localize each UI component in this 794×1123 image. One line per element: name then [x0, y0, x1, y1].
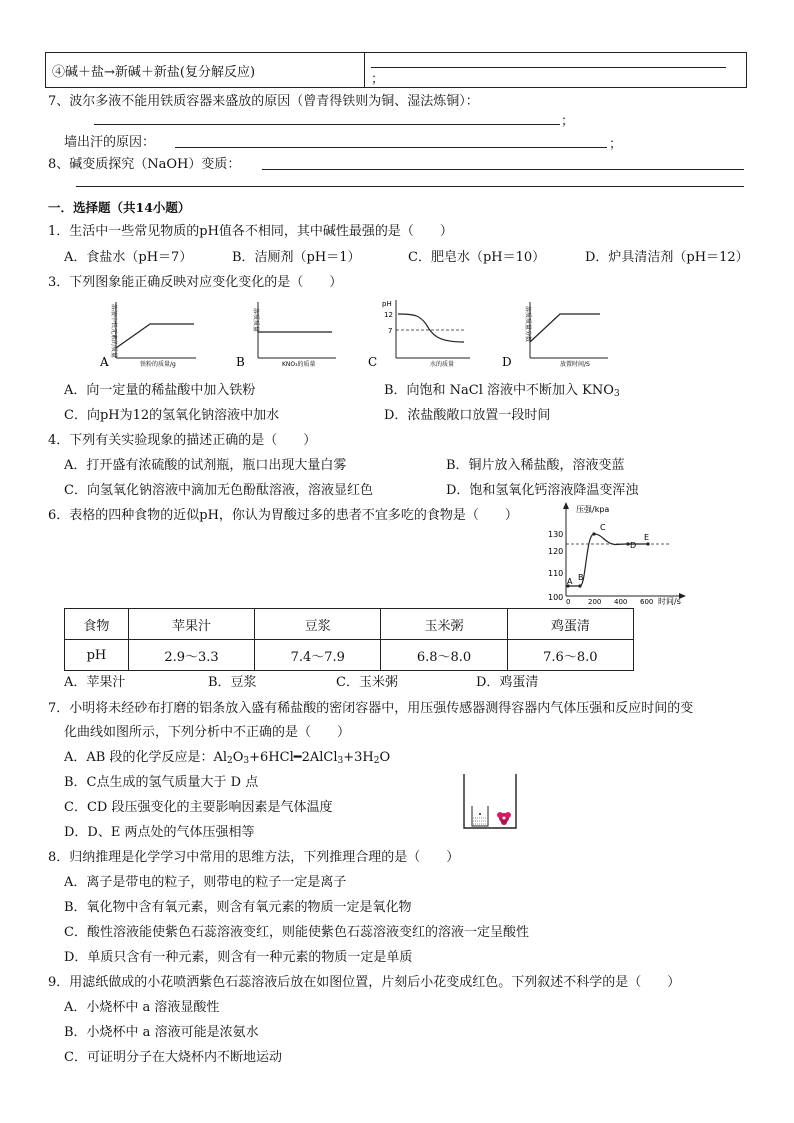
table-header-row [65, 609, 634, 640]
q6-option-a: A．苹果汁 [64, 675, 126, 690]
pressure-ytick-120: 120 [548, 547, 564, 556]
table-header-cell: 鸡蛋清 [507, 609, 633, 640]
q6-option-c: C．玉米粥 [336, 675, 398, 690]
table-cell: pH [65, 640, 129, 671]
chart-a-letter: A [100, 355, 109, 369]
q6-option-b: B．豆浆 [208, 675, 257, 690]
q8-option-a: A．离子是带电的粒子，则带电的粒子一定是离子 [64, 875, 347, 890]
pressure-chart [544, 500, 694, 608]
q3-option-a: A．向一定量的稀盐酸中加入铁粉 [64, 383, 256, 398]
q4-option-d: D．饱和氢氧化钙溶液降温变浑浊 [446, 483, 639, 498]
pressure-ytick-100: 100 [548, 593, 564, 602]
fill-q7-end2: ； [609, 137, 623, 152]
q9-stem: 9．用滤纸做成的小花喷洒紫色石蕊溶液后放在如图位置，片刻后小花变成红色。下列叙述不科学的是（ ） [48, 975, 681, 990]
fill-q7-text: 7、波尔多液不能用铁质容器来盛放的原因（曾青得铁则为铜、湿法炼铜）： [48, 94, 479, 109]
q1-stem: 1．生活中一些常见物质的pH值各不相同，其中碱性最强的是（ ） [48, 224, 453, 239]
pressure-xtick-200: 200 [588, 598, 602, 606]
pressure-ytick-130: 130 [548, 530, 564, 539]
chart-c-y12: 12 [384, 311, 393, 319]
q9-option-c: C．可证明分子在大烧杯内不断地运动 [64, 1050, 282, 1065]
q3-chart-c [364, 296, 474, 370]
pressure-ylabel: 压强/kpa [576, 505, 610, 514]
chart-b-letter: B [236, 355, 245, 369]
pressure-point-b: B [578, 573, 584, 582]
chart-d-letter: D [502, 355, 512, 369]
q8-stem: 8．归纳推理是化学学习中常用的思维方法，下列推理合理的是（ ） [48, 850, 460, 865]
fill-q7-line2 [175, 147, 607, 148]
chart-d-xlabel: 放置时间/S [560, 361, 590, 368]
q4-option-c: C．向氢氧化钠溶液中滴加无色酚酞溶液，溶液显红色 [64, 483, 373, 498]
chart-c-y7: 7 [388, 327, 393, 335]
q3-chart-d [500, 298, 612, 370]
chart-b-xlabel: KNO₃的质量 [282, 361, 316, 368]
top-table-answer-cell [365, 53, 747, 88]
pressure-ytick-110: 110 [548, 569, 564, 578]
pressure-point-d: D [630, 541, 637, 550]
pressure-xtick-600: 600 [640, 598, 654, 606]
q3-chart-a [90, 298, 200, 370]
q3-option-d: D．浓盐酸敞口放置一段时间 [384, 408, 551, 423]
table-header-cell: 豆浆 [255, 609, 381, 640]
q7-stem-line1: 7．小明将未经砂布打磨的铝条放入盛有稀盐酸的密闭容器中，用压强传感器测得容器内气体压强和反应时间的变 [48, 701, 694, 716]
chart-c-ylabel: pH [382, 300, 392, 308]
chart-c-letter: C [368, 355, 378, 369]
flower-icon [497, 812, 511, 825]
table-cell: 7.6～8.0 [507, 640, 633, 671]
q4-stem: 4．下列有关实验现象的描述正确的是（ ） [48, 433, 317, 448]
section-heading: 一．选择题（共14小题） [48, 200, 191, 215]
fill-q7-end: ； [561, 114, 575, 129]
pressure-point-e: E [644, 533, 650, 542]
pressure-point-a: A [567, 577, 573, 586]
q3-stem: 3．下列图象能正确反映对应变化变化的是（ ） [48, 275, 343, 290]
q3-option-c: C．向pH为12的氢氧化钠溶液中加水 [64, 408, 280, 423]
q4-option-b: B．铜片放入稀盐酸，溶液变蓝 [446, 458, 625, 473]
table-header-cell: 食物 [65, 609, 129, 640]
top-table [45, 52, 747, 88]
q9-option-a: A．小烧杯中 a 溶液显酸性 [64, 1000, 220, 1015]
q1-option-d: D．炉具清洁剂（pH＝12） [585, 250, 749, 265]
fill-q8-line1 [262, 169, 744, 170]
q7-stem-line2: 化曲线如图所示，下列分析中不正确的是（ ） [64, 725, 351, 740]
q3-chart-b [232, 298, 342, 370]
table-header-cell: 玉米粥 [381, 609, 507, 640]
fill-q8-line2 [76, 186, 744, 187]
pressure-point-c: C [600, 523, 606, 532]
q8-option-c: C．酸性溶液能使紫色石蕊溶液变红，则能使紫色石蕊溶液变红的溶液一定呈酸性 [64, 925, 529, 940]
fill-q8-text: 8、碱变质探究（NaOH）变质： [48, 157, 241, 172]
answer-tail: ； [371, 72, 385, 87]
table-row [65, 640, 634, 671]
q3-option-b: B．向饱和 NaCl 溶液中不断加入 $KNO_3$ [384, 383, 620, 399]
q9-option-b: B．小烧杯中 a 溶液可能是浓氨水 [64, 1025, 259, 1040]
food-ph-table [64, 608, 634, 671]
q1-option-b: B．洁厕剂（pH＝1） [232, 250, 361, 265]
q4-option-a: A．打开盛有浓硫酸的试剂瓶，瓶口出现大量白雾 [64, 458, 347, 473]
table-cell: 2.9～3.3 [128, 640, 254, 671]
table-cell: 6.8～8.0 [381, 640, 507, 671]
fill-q7-line [94, 124, 560, 125]
q1-option-a: A．食盐水（pH＝7） [64, 250, 193, 265]
q8-option-d: D．单质只含有一种元素，则含有一种元素的物质一定是单质 [64, 950, 413, 965]
table-header-cell: 苹果汁 [128, 609, 254, 640]
chart-a-xlabel: 铁粉的质量/g [140, 361, 176, 368]
q7-option-c: C．CD 段压强变化的主要影响因素是气体温度 [64, 800, 333, 815]
q7-option-a: A．AB 段的化学反应是：$Al_2O_3+6HCl━2AlCl_3+3H_2O$ [64, 750, 391, 766]
chart-d-ylabel: 溶质质量分数 [524, 306, 531, 343]
table-cell: 7.4～7.9 [255, 640, 381, 671]
q7-option-d: D．D、E 两点处的气体压强相等 [64, 825, 255, 840]
q8-option-b: B．氧化物中含有氧元素，则含有氧元素的物质一定是氧化物 [64, 900, 412, 915]
top-table-cell: ④碱＋盐→新碱＋新盐(复分解反应) [46, 53, 365, 88]
q6-stem: 6．表格的四种食物的近似pH，你认为胃酸过多的患者不宜多吃的食物是（ ） [48, 508, 518, 523]
pressure-xtick-400: 400 [614, 598, 628, 606]
q1-option-c: C．肥皂水（pH＝10） [408, 250, 546, 265]
chart-b-ylabel: 溶质质量 [252, 308, 259, 333]
q6-option-d: D．鸡蛋清 [476, 675, 539, 690]
beaker-illustration [458, 770, 522, 834]
answer-line [371, 53, 726, 68]
chart-c-xlabel: 水的质量 [430, 361, 455, 368]
chart-a-ylabel: 溶液中铁元素的质量 [110, 304, 117, 359]
fill-q7-line2-label: 墙出汗的原因： [64, 135, 156, 150]
q7-option-b: B．C点生成的氢气质量大于 D 点 [64, 775, 259, 790]
pressure-xlabel: 时间/s [658, 597, 681, 606]
pressure-xtick-0: 0 [566, 598, 571, 606]
